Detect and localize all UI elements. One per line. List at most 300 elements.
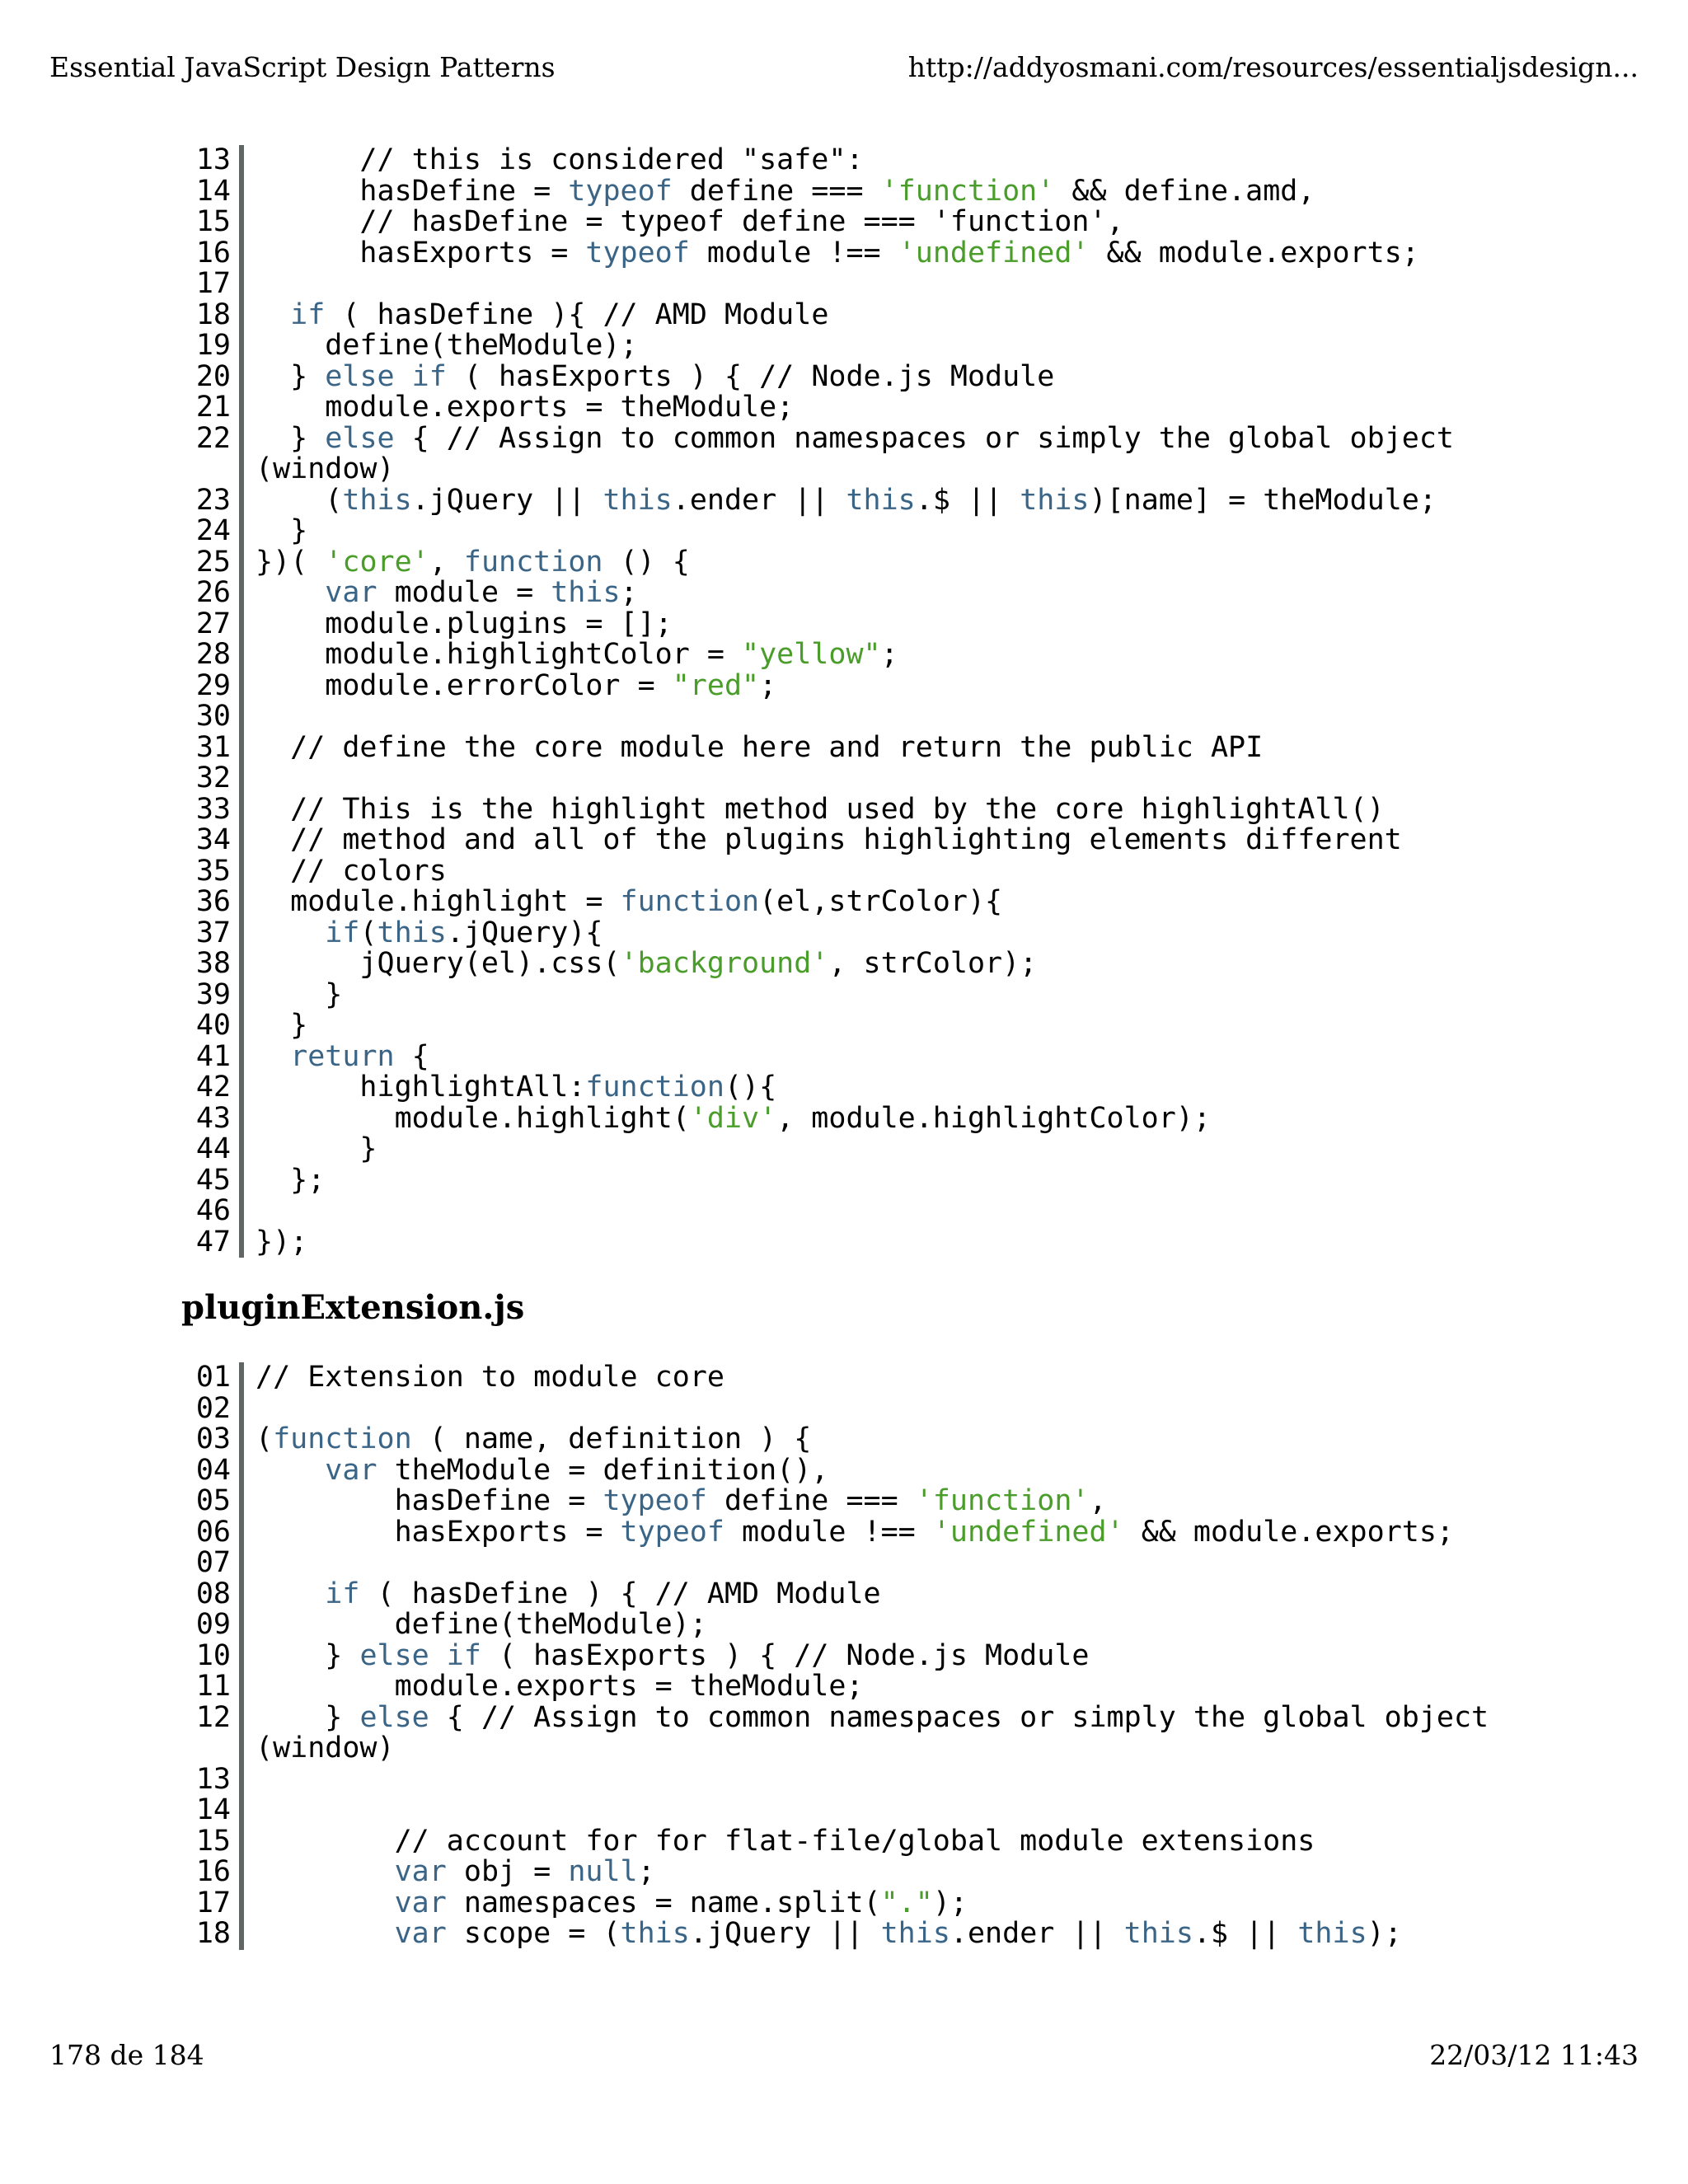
code-token: , strColor);: [828, 947, 1038, 980]
code-text: [244, 547, 690, 579]
code-token: [256, 1855, 395, 1888]
code-token: , module.highlightColor);: [776, 1101, 1211, 1135]
code-line: [181, 1888, 1665, 1919]
line-number: 25: [181, 547, 244, 579]
line-number: 39: [181, 980, 244, 1011]
code-token: define(theModule);: [256, 329, 638, 362]
code-line: [181, 1391, 1665, 1425]
code-token: (: [256, 1422, 274, 1455]
section-title: pluginExtension.js: [181, 1288, 525, 1327]
page-url: http://addyosmani.com/resources/essentialjsdesign...: [907, 51, 1639, 83]
code-token: }: [256, 359, 326, 393]
keyword-token: function: [463, 545, 603, 579]
code-token: (: [256, 483, 343, 517]
code-token: // This is the highlight method used by the core highlightAll(): [256, 792, 1385, 826]
code-text: [244, 207, 1124, 238]
keyword-token: typeof: [620, 1515, 724, 1549]
code-line: [181, 730, 1665, 764]
keyword-token: else if: [325, 359, 447, 393]
keyword-token: var: [394, 1855, 447, 1888]
code-line: [181, 238, 1665, 269]
code-text: [244, 825, 1402, 856]
code-line: [181, 1638, 1665, 1672]
code-token: }: [256, 1132, 377, 1165]
page-number: 178 de 184: [49, 2039, 204, 2071]
code-line: [181, 269, 1665, 300]
code-text: [244, 1579, 881, 1610]
code-token: (window): [256, 452, 395, 485]
code-token: }: [256, 977, 343, 1011]
code-text: [244, 1795, 256, 1826]
keyword-token: else if: [359, 1638, 481, 1672]
code-line: [181, 1101, 1665, 1135]
code-token: [256, 1454, 325, 1487]
code-token: hasDefine =: [256, 174, 569, 208]
code-text: [244, 1101, 1211, 1135]
code-token: theModule = definition(),: [377, 1453, 829, 1487]
code-token: () {: [603, 545, 690, 579]
code-text: [244, 1671, 864, 1703]
code-token: [256, 916, 325, 949]
code-token: .$ ||: [1193, 1917, 1298, 1950]
print-footer: [49, 2039, 1639, 2071]
code-text: [244, 1010, 307, 1042]
code-line: [181, 609, 1665, 640]
print-timestamp: 22/03/12 11:43: [1429, 2039, 1639, 2071]
code-token: ( hasExports ) { // Node.js Module: [481, 1638, 1090, 1672]
keyword-token: this: [603, 483, 673, 517]
code-text: [244, 392, 794, 424]
code-text: [244, 977, 343, 1011]
line-number: 01: [181, 1362, 244, 1394]
code-text: [244, 1362, 724, 1394]
code-token: }: [256, 1700, 360, 1734]
line-number: 12: [181, 1703, 244, 1734]
code-text: [244, 578, 638, 609]
code-text: [244, 640, 898, 671]
line-number: [181, 454, 244, 485]
line-number: 45: [181, 1165, 244, 1197]
keyword-token: this: [377, 916, 447, 949]
code-text: [244, 1196, 256, 1227]
code-text: [244, 485, 1437, 517]
code-line: [181, 918, 1665, 949]
code-line: [181, 392, 1665, 424]
code-line: [181, 856, 1665, 888]
line-number: 46: [181, 1196, 244, 1227]
string-token: "yellow": [742, 638, 881, 671]
code-line: [181, 668, 1665, 702]
code-token: obj =: [446, 1855, 569, 1888]
keyword-token: var: [394, 1917, 447, 1950]
code-token: // this is considered "safe":: [256, 143, 864, 176]
code-token: module.highlight =: [256, 885, 621, 918]
line-number: 07: [181, 1548, 244, 1579]
code-token: )[name] = theModule;: [1089, 483, 1437, 517]
keyword-token: function: [585, 1071, 724, 1104]
code-token: .jQuery ||: [411, 483, 603, 517]
line-number: 24: [181, 516, 244, 547]
code-token: [256, 1886, 395, 1919]
keyword-token: if: [325, 1577, 360, 1610]
code-text: [244, 1517, 1454, 1549]
code-token: ( name, definition ) {: [411, 1422, 812, 1455]
code-token: [256, 1040, 290, 1073]
code-token: }: [256, 1009, 308, 1042]
code-line: [181, 1610, 1665, 1641]
line-number: 30: [181, 701, 244, 733]
code-line: [181, 1700, 1665, 1734]
code-token: { // Assign to common namespaces or simply the global object: [394, 421, 1454, 455]
code-block: [181, 1362, 1665, 1950]
line-number: 15: [181, 207, 244, 238]
keyword-token: null: [568, 1855, 638, 1888]
code-line: [181, 421, 1665, 455]
code-token: module.exports = theModule;: [256, 1670, 864, 1703]
code-text: [244, 949, 1037, 980]
code-text: [244, 1424, 811, 1455]
code-line: [181, 547, 1665, 579]
code-token: });: [256, 1225, 308, 1258]
code-line: [181, 1548, 1665, 1579]
code-text: [244, 1857, 655, 1888]
code-line: [181, 825, 1665, 856]
string-token: 'background': [620, 947, 829, 980]
keyword-token: this: [342, 483, 412, 517]
line-number: 14: [181, 176, 244, 208]
code-line: [181, 300, 1665, 331]
code-token: define ===: [672, 174, 881, 208]
code-token: );: [1367, 1917, 1402, 1950]
code-text: [244, 1919, 1402, 1950]
code-text: [244, 887, 1002, 918]
code-line: [181, 1424, 1665, 1455]
keyword-token: this: [620, 1917, 690, 1950]
code-token: // Extension to module core: [256, 1361, 724, 1394]
line-number: 09: [181, 1610, 244, 1641]
string-token: 'function': [915, 1484, 1090, 1517]
line-number: 32: [181, 763, 244, 794]
code-line: [181, 1919, 1665, 1950]
line-number: 02: [181, 1394, 244, 1425]
line-number: 10: [181, 1641, 244, 1672]
code-token: ,: [1089, 1484, 1107, 1517]
code-token: (el,strColor){: [759, 885, 1003, 918]
code-line: [181, 454, 1665, 485]
keyword-token: typeof: [585, 236, 690, 269]
code-line: [181, 1227, 1665, 1258]
code-token: .jQuery){: [446, 916, 603, 949]
code-token: && define.amd,: [1054, 174, 1315, 208]
code-text: [244, 176, 1315, 208]
keyword-token: if: [325, 916, 360, 949]
line-number: 13: [181, 145, 244, 176]
code-text: [244, 269, 256, 300]
code-line: [181, 330, 1665, 362]
code-token: ( hasExports ) { // Node.js Module: [446, 359, 1055, 393]
code-line: [181, 145, 1665, 176]
code-line: [181, 1671, 1665, 1703]
code-token: // define the core module here and return the public API: [256, 730, 1264, 764]
keyword-token: this: [1020, 483, 1090, 517]
code-line: [181, 1362, 1665, 1394]
code-token: // method and all of the plugins highlighting elements different: [256, 823, 1402, 856]
code-text: [244, 609, 673, 640]
code-token: module.highlightColor =: [256, 638, 743, 671]
line-number: 34: [181, 825, 244, 856]
code-token: { // Assign to common namespaces or simply the global object: [429, 1700, 1489, 1734]
code-token: }: [256, 1638, 360, 1672]
line-number: 44: [181, 1134, 244, 1165]
code-text: [244, 516, 307, 547]
code-line: [181, 485, 1665, 517]
line-number: 19: [181, 330, 244, 362]
code-text: [244, 330, 638, 362]
code-token: && module.exports;: [1089, 236, 1419, 269]
line-number: 16: [181, 238, 244, 269]
keyword-token: typeof: [568, 174, 673, 208]
code-line: [181, 578, 1665, 609]
keyword-token: this: [1297, 1917, 1367, 1950]
line-number: 16: [181, 1857, 244, 1888]
code-text: [244, 918, 603, 949]
code-text: [244, 730, 1264, 764]
code-token: module.exports = theModule;: [256, 391, 795, 424]
line-number: 15: [181, 1826, 244, 1858]
code-token: // hasDefine = typeof define === 'function',: [256, 205, 1124, 238]
code-token: {: [394, 1039, 429, 1073]
code-line: [181, 516, 1665, 547]
code-token: jQuery(el).css(: [256, 947, 621, 980]
code-text: [244, 1394, 256, 1425]
code-line: [181, 1072, 1665, 1104]
string-token: "red": [672, 668, 760, 702]
line-number: 36: [181, 887, 244, 918]
code-text: [244, 359, 1055, 393]
code-token: module.errorColor =: [256, 668, 673, 702]
line-number: 14: [181, 1795, 244, 1826]
code-token: ( hasDefine ) { // AMD Module: [359, 1577, 881, 1610]
line-number: 29: [181, 671, 244, 702]
keyword-token: if: [290, 298, 326, 331]
code-token: [256, 576, 325, 609]
code-token: .$ ||: [915, 483, 1020, 517]
line-number: 04: [181, 1455, 244, 1487]
line-number: 17: [181, 1888, 244, 1919]
keyword-token: function: [273, 1422, 412, 1455]
code-token: ( hasDefine ){ // AMD Module: [325, 298, 829, 331]
line-number: 26: [181, 578, 244, 609]
code-token: (: [359, 916, 377, 949]
code-text: [244, 1610, 707, 1641]
line-number: 37: [181, 918, 244, 949]
code-token: ;: [620, 576, 638, 609]
code-line: [181, 359, 1665, 393]
code-token: module =: [377, 576, 551, 609]
code-text: [244, 701, 256, 733]
code-text: [244, 1455, 828, 1487]
code-text: [244, 856, 447, 888]
code-token: ;: [637, 1855, 655, 1888]
line-number: 47: [181, 1227, 244, 1258]
keyword-token: this: [846, 483, 916, 517]
line-number: 31: [181, 733, 244, 764]
code-token: [256, 298, 290, 331]
keyword-token: var: [394, 1886, 447, 1919]
code-token: (window): [256, 1732, 395, 1765]
code-text: [244, 668, 777, 702]
code-line: [181, 1826, 1665, 1858]
code-text: [244, 421, 1454, 455]
code-line: [181, 1196, 1665, 1227]
code-token: ,: [429, 545, 464, 579]
line-number: [181, 1733, 244, 1765]
code-text: [244, 1165, 325, 1197]
code-line: [181, 1733, 1665, 1765]
code-token: hasDefine =: [256, 1484, 603, 1517]
code-token: ;: [880, 638, 898, 671]
line-number: 11: [181, 1671, 244, 1703]
code-token: [256, 1917, 395, 1950]
code-token: module.highlight(: [256, 1101, 690, 1135]
code-text: [244, 1700, 1489, 1734]
code-token: .jQuery ||: [689, 1917, 881, 1950]
code-token: ;: [759, 668, 777, 702]
line-number: 05: [181, 1486, 244, 1517]
code-line: [181, 207, 1665, 238]
code-block: [181, 145, 1665, 1258]
line-number: 06: [181, 1517, 244, 1549]
code-line: [181, 640, 1665, 671]
code-line: [181, 887, 1665, 918]
code-token: && module.exports;: [1123, 1515, 1454, 1549]
keyword-token: var: [325, 576, 377, 609]
code-text: [244, 1039, 429, 1073]
string-token: 'undefined': [898, 236, 1090, 269]
line-number: 18: [181, 1919, 244, 1950]
line-number: 08: [181, 1579, 244, 1610]
code-text: [244, 763, 256, 794]
code-line: [181, 1486, 1665, 1517]
code-text: [244, 794, 1385, 826]
line-number: 22: [181, 424, 244, 455]
keyword-token: this: [1123, 1917, 1193, 1950]
code-text: [244, 1638, 1090, 1672]
line-number: 35: [181, 856, 244, 888]
document-title: Essential JavaScript Design Patterns: [49, 51, 556, 83]
line-number: 17: [181, 269, 244, 300]
code-token: };: [256, 1163, 326, 1197]
code-token: })(: [256, 545, 326, 579]
line-number: 18: [181, 300, 244, 331]
line-number: 28: [181, 640, 244, 671]
line-number: 38: [181, 949, 244, 980]
code-token: define ===: [706, 1484, 916, 1517]
code-token: module.plugins = [];: [256, 607, 673, 640]
code-text: [244, 1486, 1107, 1517]
code-token: module !==: [724, 1515, 933, 1549]
code-token: [256, 1577, 325, 1610]
code-text: [244, 1134, 377, 1165]
code-token: scope = (: [446, 1917, 621, 1950]
code-line: [181, 794, 1665, 826]
keyword-token: var: [325, 1453, 377, 1487]
code-line: [181, 1010, 1665, 1042]
string-token: 'function': [880, 174, 1055, 208]
keyword-token: typeof: [603, 1484, 707, 1517]
code-text: [244, 1072, 776, 1104]
code-line: [181, 1857, 1665, 1888]
line-number: 43: [181, 1104, 244, 1135]
print-header: [49, 51, 1639, 83]
code-text: [244, 1765, 256, 1796]
keyword-token: else: [359, 1700, 429, 1734]
code-token: }: [256, 421, 326, 455]
code-token: }: [256, 514, 308, 547]
line-number: 33: [181, 794, 244, 826]
code-token: module !==: [689, 236, 898, 269]
line-number: 41: [181, 1042, 244, 1073]
code-line: [181, 701, 1665, 733]
keyword-token: this: [551, 576, 621, 609]
code-token: .ender ||: [672, 483, 846, 517]
code-line: [181, 1795, 1665, 1826]
string-token: 'core': [325, 545, 429, 579]
keyword-token: return: [290, 1039, 395, 1073]
code-line: [181, 1517, 1665, 1549]
line-number: 13: [181, 1765, 244, 1796]
line-number: 42: [181, 1072, 244, 1104]
code-text: [244, 1548, 256, 1579]
string-token: 'div': [689, 1101, 777, 1135]
string-token: 'undefined': [932, 1515, 1124, 1549]
code-line: [181, 1455, 1665, 1487]
code-line: [181, 1762, 1665, 1796]
code-token: // colors: [256, 854, 447, 888]
line-number: 03: [181, 1424, 244, 1455]
keyword-token: this: [880, 1917, 950, 1950]
code-token: define(theModule);: [256, 1608, 707, 1641]
line-number: 40: [181, 1010, 244, 1042]
code-line: [181, 1134, 1665, 1165]
code-token: hasExports =: [256, 236, 586, 269]
line-number: 20: [181, 362, 244, 393]
code-line: [181, 1579, 1665, 1610]
code-text: [244, 1888, 968, 1919]
code-token: .ender ||: [950, 1917, 1124, 1950]
code-line: [181, 1039, 1665, 1073]
code-text: [244, 300, 828, 331]
code-line: [181, 176, 1665, 208]
code-text: [244, 1826, 1315, 1858]
string-token: ".": [880, 1886, 933, 1919]
code-token: );: [932, 1886, 968, 1919]
code-text: [244, 1227, 307, 1258]
code-text: [244, 238, 1419, 269]
code-line: [181, 763, 1665, 794]
code-token: highlightAll:: [256, 1071, 586, 1104]
keyword-token: else: [325, 421, 395, 455]
keyword-token: function: [620, 885, 760, 918]
code-token: (){: [724, 1071, 777, 1104]
line-number: 27: [181, 609, 244, 640]
code-line: [181, 949, 1665, 980]
code-token: namespaces = name.split(: [446, 1886, 881, 1919]
code-line: [181, 977, 1665, 1011]
code-text: [244, 1733, 395, 1765]
line-number: 21: [181, 392, 244, 424]
code-line: [181, 1165, 1665, 1197]
